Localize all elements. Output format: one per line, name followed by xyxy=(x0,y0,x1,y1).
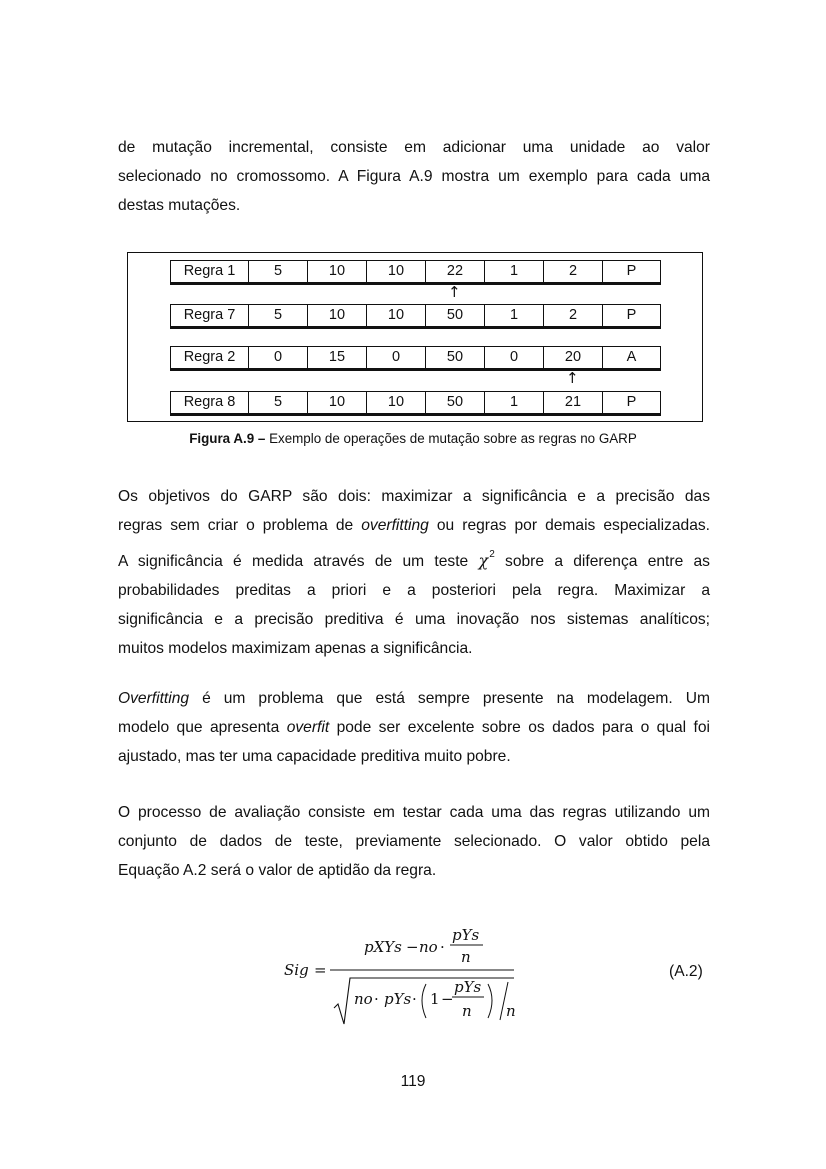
eq-num-no: no xyxy=(419,938,438,956)
gene-cell: 1 xyxy=(484,261,543,282)
gene-cell: 10 xyxy=(366,392,425,413)
paragraph-garp-objectives xyxy=(118,482,710,663)
gene-cell: 10 xyxy=(307,261,366,282)
equation-number: (A.2) xyxy=(669,963,703,980)
table-row xyxy=(170,391,661,416)
text-line: O processo de avaliação consiste em testar cada uma das regras utilizando um xyxy=(118,804,710,821)
text-line: Os objetivos do GARP são dois: maximizar a significância e a precisão das xyxy=(118,488,710,505)
eq-dot: · xyxy=(374,990,379,1008)
gene-cell: 21 xyxy=(543,392,602,413)
italic-term: overfitting xyxy=(361,517,429,534)
table-row xyxy=(170,346,661,371)
text-line: regras sem criar o problema de overfitting ou regras por demais especializadas. xyxy=(118,517,710,534)
paragraph-overfitting xyxy=(118,684,710,771)
gene-cell: 22 xyxy=(425,261,484,282)
eq-den-frac-den: n xyxy=(462,1002,472,1020)
rule-name-cell: Regra 8 xyxy=(170,392,248,413)
eq-den-pys: pYs xyxy=(384,990,412,1008)
text-line: Overfitting é um problema que está sempre presente na modelagem. Um xyxy=(118,690,710,707)
eq-den-no: no xyxy=(354,990,373,1008)
italic-term: overfit xyxy=(286,719,330,736)
paragraph-evaluation xyxy=(118,798,710,885)
eq-frac-den: n xyxy=(461,948,471,966)
text-line: Equação A.2 será o valor de aptidão da regra. xyxy=(118,862,437,879)
gene-cell: 15 xyxy=(307,347,366,368)
text-line: muitos modelos maximizam apenas a significância. xyxy=(118,640,473,657)
text-line: selecionado no cromossomo. A Figura A.9 mostra um exemplo para cada uma xyxy=(118,168,710,185)
gene-cell: 5 xyxy=(248,305,307,326)
gene-cell: 50 xyxy=(425,305,484,326)
eq-left-paren xyxy=(422,984,426,1018)
gene-cell: 0 xyxy=(248,347,307,368)
gene-cell: 10 xyxy=(307,305,366,326)
eq-equals: = xyxy=(314,961,327,979)
paragraph-mutation-intro xyxy=(118,133,710,220)
mutation-arrow: ↑ xyxy=(448,283,461,301)
caption-text: Exemplo de operações de mutação sobre as regras no GARP xyxy=(265,431,637,446)
chi-exponent: 2 xyxy=(489,549,495,560)
gene-cell: A xyxy=(602,347,661,368)
gene-cell: 10 xyxy=(366,261,425,282)
mutation-arrow: ↑ xyxy=(566,369,579,387)
text-line: de mutação incremental, consiste em adicionar uma unidade ao valor xyxy=(118,139,710,156)
eq-dot: · xyxy=(440,938,445,956)
text-line: A significância é medida através de um teste $\chi^2$ sobre a diferença entre as xyxy=(118,549,710,570)
gene-cell: 1 xyxy=(484,392,543,413)
gene-cell: 0 xyxy=(366,347,425,368)
eq-minus: − xyxy=(441,990,454,1008)
eq-den-frac-num: pYs xyxy=(454,978,482,996)
gene-cell: 5 xyxy=(248,261,307,282)
gene-cell: P xyxy=(602,305,661,326)
eq-one: 1 xyxy=(430,990,440,1008)
gene-cell: 2 xyxy=(543,305,602,326)
chi-symbol: χ xyxy=(478,551,489,570)
gene-cell: 5 xyxy=(248,392,307,413)
gene-cell: 20 xyxy=(543,347,602,368)
text-line: conjunto de dados de teste, previamente selecionado. O valor obtido pela xyxy=(118,833,710,850)
eq-lhs: Sig xyxy=(284,961,309,979)
gene-cell: 1 xyxy=(484,305,543,326)
gene-cell: P xyxy=(602,261,661,282)
eq-minus: − xyxy=(406,938,419,956)
eq-den-n: n xyxy=(506,1002,516,1020)
gene-cell: 10 xyxy=(307,392,366,413)
text-line: ajustado, mas ter uma capacidade preditiva muito pobre. xyxy=(118,748,511,765)
equation-a2 xyxy=(284,920,544,1030)
table-row xyxy=(170,260,661,285)
gene-cell: 2 xyxy=(543,261,602,282)
italic-term: Overfitting xyxy=(118,690,190,707)
text-line: modelo que apresenta overfit pode ser excelente sobre os dados para o qual foi xyxy=(118,719,710,736)
text-line: significância e a precisão preditiva é uma inovação nos sistemas analíticos; xyxy=(118,611,710,628)
gene-cell: 0 xyxy=(484,347,543,368)
caption-label: Figura A.9 – xyxy=(189,431,266,446)
gene-cell: P xyxy=(602,392,661,413)
gene-cell: 50 xyxy=(425,347,484,368)
rule-name-cell: Regra 2 xyxy=(170,347,248,368)
eq-dot: · xyxy=(412,990,417,1008)
gene-cell: 10 xyxy=(366,305,425,326)
eq-right-paren xyxy=(488,984,492,1018)
eq-num-a: pXYs xyxy=(364,938,402,956)
eq-frac-num: pYs xyxy=(452,926,480,944)
text-line: destas mutações. xyxy=(118,197,241,214)
rule-name-cell: Regra 7 xyxy=(170,305,248,326)
table-row xyxy=(170,304,661,329)
gene-cell: 50 xyxy=(425,392,484,413)
text-line: probabilidades preditas a priori e a posteriori pela regra. Maximizar a xyxy=(118,582,710,599)
rule-name-cell: Regra 1 xyxy=(170,261,248,282)
figure-caption xyxy=(0,431,826,446)
page-number: 119 xyxy=(400,1073,426,1090)
